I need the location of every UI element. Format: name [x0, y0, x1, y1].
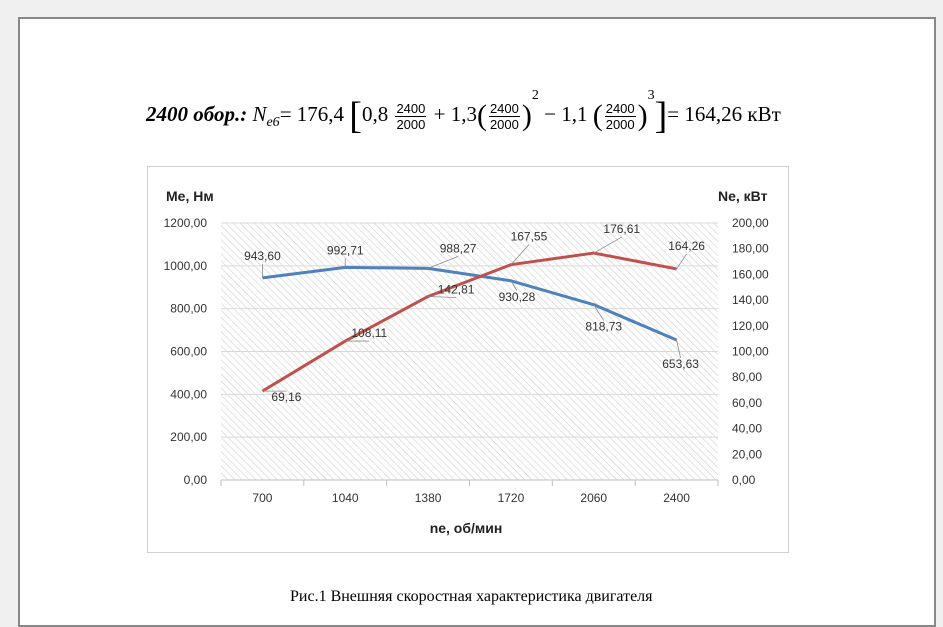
y-right-tick-label: 0,00	[732, 473, 756, 487]
data-label-Me: 992,71	[326, 243, 364, 258]
formula-paren-open-2: (	[592, 99, 603, 133]
formula-label: 2400 обор.:	[146, 102, 248, 126]
frac-1-num: 2400	[396, 100, 426, 116]
x-tick-label: 700	[252, 491, 273, 505]
x-tick-label: 1380	[414, 491, 442, 505]
data-label-Ne: 164,26	[668, 238, 705, 253]
formula-var-base: N	[252, 102, 267, 126]
formula-eq: = 176,4	[279, 102, 345, 126]
frac-3-num: 2400	[605, 100, 635, 116]
y-right-tick-label: 180,00	[732, 241, 769, 256]
power-formula	[146, 88, 781, 138]
formula-frac-3	[605, 101, 636, 132]
chart-frame	[147, 166, 789, 553]
formula-variable	[252, 102, 280, 131]
formula-close-bracket: ]	[654, 95, 668, 138]
y-right-tick-label: 20,00	[732, 447, 763, 462]
formula-open-bracket: [	[349, 95, 362, 138]
data-label-Me: 930,28	[498, 289, 536, 304]
frac-2-den: 2000	[489, 116, 519, 132]
y-axis-right-title: Ne, кВт	[718, 188, 768, 204]
formula-frac-2	[489, 101, 520, 132]
y-left-tick-label: 400,00	[170, 387, 207, 402]
y-right-tick-label: 80,00	[732, 370, 763, 385]
y-left-tick-label: 800,00	[170, 301, 207, 316]
x-tick-label: 2400	[663, 491, 690, 505]
data-label-Me: 653,63	[662, 357, 699, 372]
data-label-Ne: 142,81	[437, 282, 475, 297]
data-label-Ne: 69,16	[271, 390, 302, 405]
y-right-tick-label: 140,00	[732, 293, 769, 308]
y-left-tick-label: 1200,00	[163, 216, 207, 230]
y-right-tick-label: 200,00	[732, 216, 769, 230]
formula-exp-2: 2	[531, 88, 539, 103]
speed-characteristic-chart	[148, 167, 788, 552]
formula-plus: + 1,3	[433, 102, 477, 126]
formula-result: = 164,26 кВт	[667, 102, 781, 126]
y-left-tick-label: 200,00	[170, 430, 207, 445]
data-label-Ne: 167,55	[510, 229, 548, 244]
y-right-tick-label: 60,00	[732, 395, 763, 410]
frac-1-den: 2000	[396, 116, 426, 132]
data-label-Me: 943,60	[244, 248, 281, 263]
y-right-tick-label: 120,00	[732, 318, 769, 333]
data-label-Me: 818,73	[585, 319, 623, 334]
data-label-Ne: 108,11	[351, 326, 388, 341]
y-right-tick-label: 160,00	[732, 267, 769, 282]
y-left-tick-label: 0,00	[183, 473, 207, 487]
y-right-tick-label: 40,00	[732, 421, 763, 436]
formula-paren-open-1: (	[476, 99, 487, 133]
figure-caption: Рис.1 Внешняя скоростная характеристика двигателя	[290, 588, 653, 605]
formula-paren-close-1: )	[521, 99, 532, 133]
formula-var-sub: e6	[266, 115, 280, 131]
data-label-Me: 988,27	[439, 241, 477, 256]
y-left-tick-label: 600,00	[170, 344, 207, 359]
formula-c1: 0,8	[361, 102, 389, 126]
x-axis-title: ne, об/мин	[429, 520, 503, 536]
x-tick-label: 1720	[497, 491, 525, 505]
x-tick-label: 2060	[580, 491, 608, 505]
y-right-tick-label: 100,00	[732, 344, 769, 359]
formula-minus: − 1,1	[544, 102, 588, 126]
formula-paren-close-2: )	[637, 99, 648, 133]
frac-3-den: 2000	[605, 116, 635, 132]
frac-2-num: 2400	[489, 100, 519, 116]
formula-frac-1	[395, 101, 426, 132]
y-left-tick-label: 1000,00	[163, 258, 207, 273]
data-label-Ne: 176,61	[603, 222, 641, 237]
formula-exp-3: 3	[647, 88, 655, 103]
x-tick-label: 1040	[331, 491, 359, 505]
y-axis-left-title: Me, Нм	[166, 188, 214, 204]
